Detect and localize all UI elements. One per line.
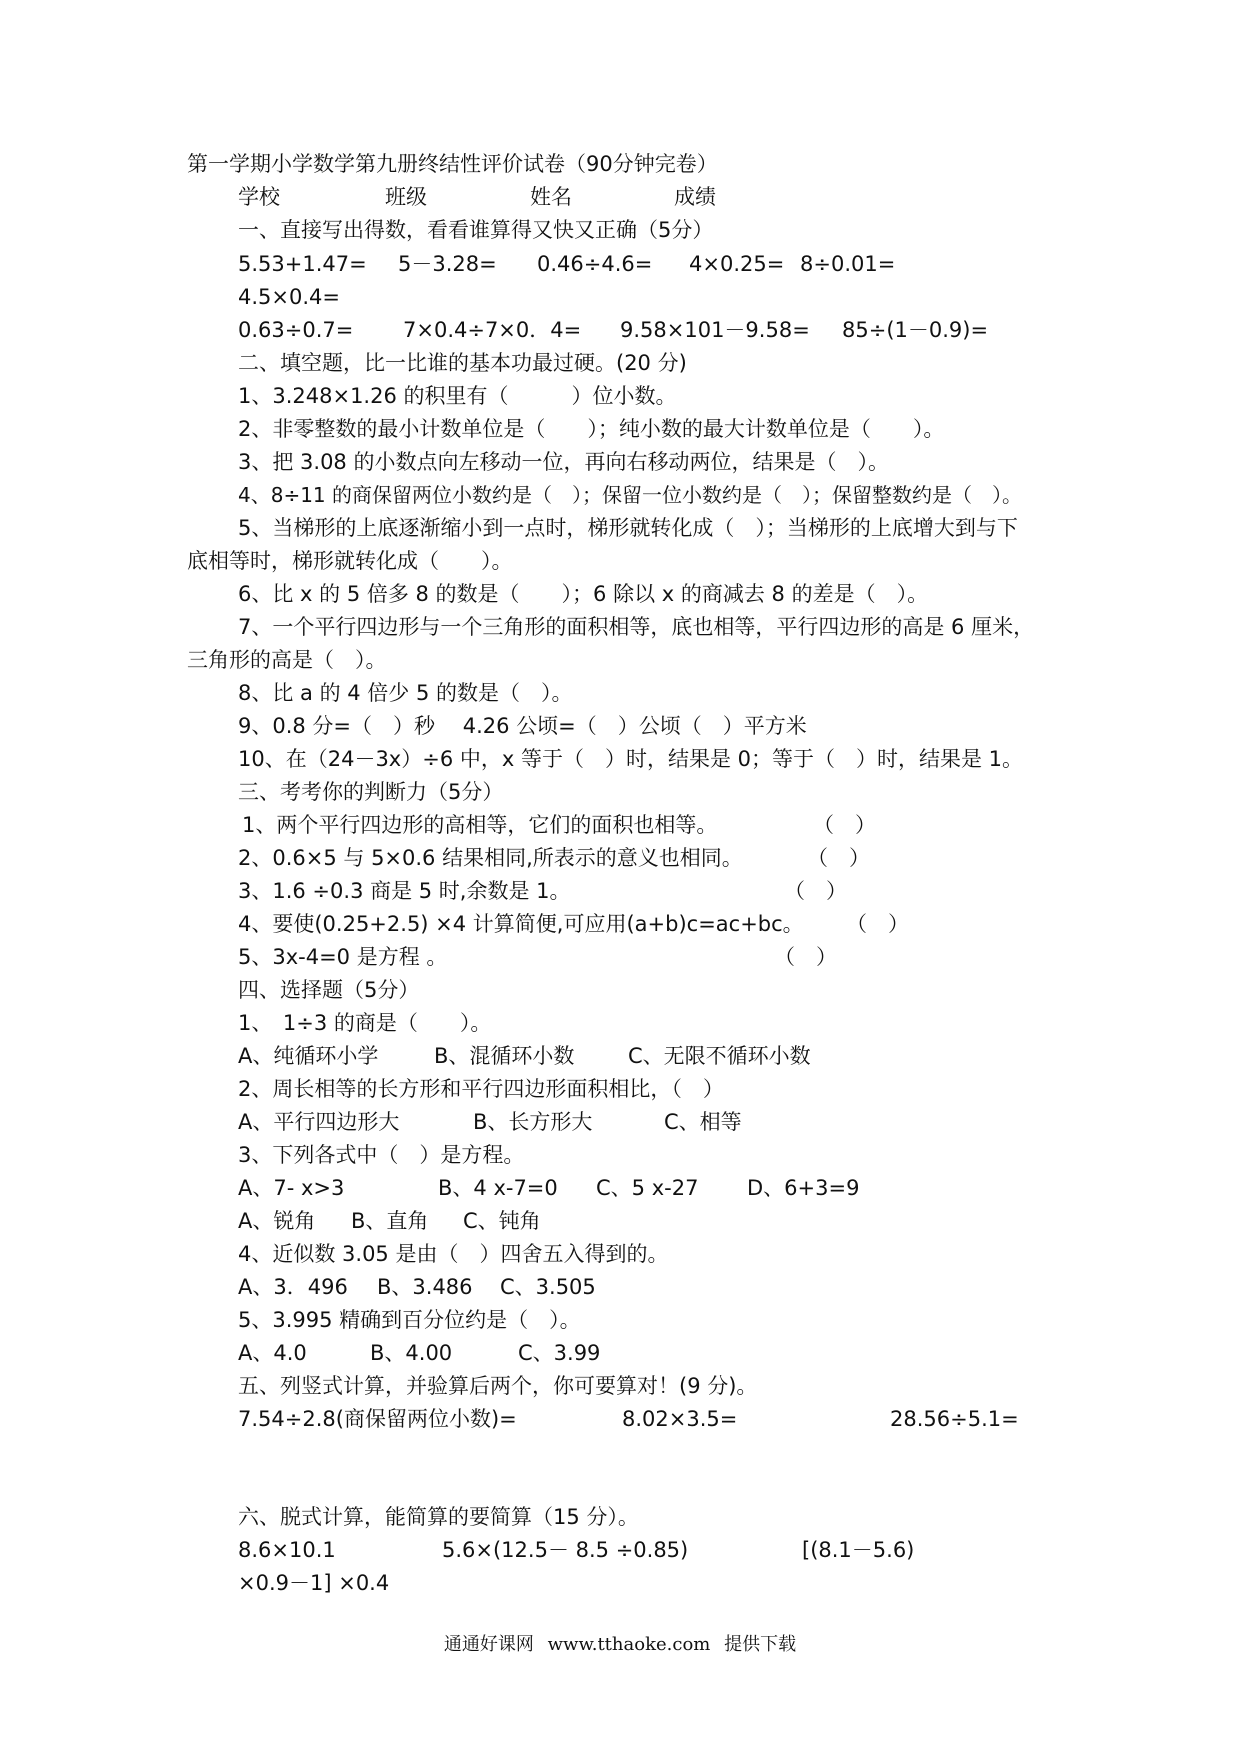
choice-option: C、相等	[664, 1110, 742, 1134]
calc-item: 9.58×101－9.58=	[620, 318, 810, 342]
judge-question: 4、要使(0.25+2.5) ×4 计算简便,可应用(a+b)c=ac+bc。	[238, 912, 804, 936]
stepwise-calc-item: 5.6×(12.5－ 8.5 ÷0.85)	[442, 1538, 689, 1562]
page-footer	[0, 1630, 1240, 1656]
vertical-calc-item: 7.54÷2.8(商保留两位小数)=	[238, 1407, 517, 1431]
field-score: 成绩	[674, 185, 716, 209]
choice-option: B、4.00	[370, 1341, 453, 1365]
calc-item: 0.46÷4.6=	[537, 252, 653, 276]
stepwise-calc-continued: ×0.9－1] ×0.4	[238, 1571, 390, 1595]
vertical-calc-item: 8.02×3.5=	[622, 1407, 738, 1431]
choice-question: 1、 1÷3 的商是（ ）。	[238, 1011, 492, 1035]
choice-option: C、无限不循环小数	[628, 1044, 811, 1068]
field-school: 学校	[238, 185, 280, 209]
choice-option: A、3．496	[238, 1275, 348, 1299]
fill-question: 7、一个平行四边形与一个三角形的面积相等，底也相等，平行四边形的高是 6 厘米，	[238, 615, 1035, 639]
calc-item: 5.53+1.47=	[238, 252, 367, 276]
choice-question: 4、近似数 3.05 是由（ ）四舍五入得到的。	[238, 1242, 669, 1266]
choice-option: B、3.486	[377, 1275, 473, 1299]
judge-question: 3、1.6 ÷0.3 商是 5 时,余数是 1。	[238, 879, 571, 903]
fill-question: 5、当梯形的上底逐渐缩小到一点时，梯形就转化成（ ）；当梯形的上底增大到与下	[238, 516, 1018, 540]
calc-item: 0.63÷0.7=	[238, 318, 354, 342]
choice-option: C、3.505	[500, 1275, 596, 1299]
footer-url: www.tthaoke.com	[547, 1634, 711, 1655]
section3-heading: 三、考考你的判断力（5分）	[238, 780, 504, 804]
fill-question: 10、在（24－3x）÷6 中，x 等于（ ）时，结果是 0；等于（ ）时，结果是 1。	[238, 747, 1024, 771]
fill-question: 4、8÷11 的商保留两位小数约是（ ）；保留一位小数约是（ ）；保留整数约是（ ）。	[238, 483, 1023, 507]
fill-question: 9、0.8 分=（ ）秒 4.26 公顷=（ ）公顷（ ）平方米	[238, 714, 807, 738]
judge-question: 5、3x-4=0 是方程 。	[238, 945, 448, 969]
fill-question: 2、非零整数的最小计数单位是（ ）；纯小数的最大计数单位是（ ）。	[238, 417, 945, 441]
choice-option: D、6+3=9	[747, 1176, 860, 1200]
judge-mark: （ ）	[774, 945, 837, 969]
fill-question: 6、比 x 的 5 倍多 8 的数是（ ）；6 除以 x 的商减去 8 的差是（ ）。	[238, 582, 929, 606]
page-title: 第一学期小学数学第九册终结性评价试卷（90分钟完卷）	[187, 152, 718, 176]
calc-item: 5－3.28=	[398, 252, 497, 276]
choice-question: 5、3.995 精确到百分位约是（ ）。	[238, 1308, 581, 1332]
choice-option: A、纯循环小学	[238, 1044, 379, 1068]
choice-option: A、平行四边形大	[238, 1110, 400, 1134]
choice-option: C、钝角	[463, 1209, 541, 1233]
section1-heading: 一、直接写出得数，看看谁算得又快又正确（5分）	[238, 218, 714, 242]
stepwise-calc-item: [(8.1－5.6)	[802, 1538, 915, 1562]
fill-question: 3、把 3.08 的小数点向左移动一位，再向右移动两位，结果是（ ）。	[238, 450, 889, 474]
choice-option: B、混循环小数	[434, 1044, 575, 1068]
judge-mark: （ ）	[807, 846, 870, 870]
choice-option: A、4.0	[238, 1341, 307, 1365]
judge-question: 2、0.6×5 与 5×0.6 结果相同,所表示的意义也相同。	[238, 846, 743, 870]
section5-heading: 五、列竖式计算，并验算后两个，你可要算对！(9 分)。	[238, 1374, 758, 1398]
calc-item: 85÷(1－0.9)=	[842, 318, 989, 342]
choice-option: A、锐角	[238, 1209, 316, 1233]
field-class: 班级	[385, 185, 427, 209]
judge-mark: （ ）	[784, 879, 847, 903]
judge-mark: （ ）	[846, 912, 909, 936]
calc-item: 4×0.25=	[689, 252, 785, 276]
footer-site-name: 通通好课网	[443, 1634, 534, 1655]
judge-mark: （ ）	[813, 813, 876, 837]
field-name: 姓名	[530, 185, 572, 209]
stepwise-calc-item: 8.6×10.1	[238, 1538, 336, 1562]
calc-item: 7×0.4÷7×0．4=	[403, 318, 582, 342]
choice-option: B、直角	[351, 1209, 429, 1233]
choice-option: A、7- x>3	[238, 1176, 345, 1200]
fill-question: 8、比 a 的 4 倍少 5 的数是（ ）。	[238, 681, 573, 705]
vertical-calc-item: 28.56÷5.1=	[890, 1407, 1019, 1431]
fill-question-continued: 三角形的高是（ ）。	[187, 648, 387, 672]
fill-question-continued: 底相等时，梯形就转化成（ ）。	[187, 549, 513, 573]
judge-question: 1、两个平行四边形的高相等，它们的面积也相等。	[242, 813, 718, 837]
choice-option: B、长方形大	[473, 1110, 593, 1134]
choice-option: C、3.99	[518, 1341, 601, 1365]
section2-heading: 二、填空题，比一比谁的基本功最过硬。(20 分)	[238, 351, 687, 375]
choice-question: 2、周长相等的长方形和平行四边形面积相比，（ ）	[238, 1077, 724, 1101]
footer-suffix: 提供下载	[724, 1634, 797, 1655]
choice-option: B、4 x-7=0	[438, 1176, 558, 1200]
choice-option: C、5 x-27	[596, 1176, 699, 1200]
choice-question: 3、下列各式中（ ）是方程。	[238, 1143, 525, 1167]
calc-item: 4.5×0.4=	[238, 285, 340, 309]
section4-heading: 四、选择题（5分）	[238, 978, 420, 1002]
section6-heading: 六、脱式计算，能简算的要简算（15 分）。	[238, 1505, 639, 1529]
calc-item: 8÷0.01=	[800, 252, 896, 276]
fill-question: 1、3.248×1.26 的积里有（ ）位小数。	[238, 384, 677, 408]
